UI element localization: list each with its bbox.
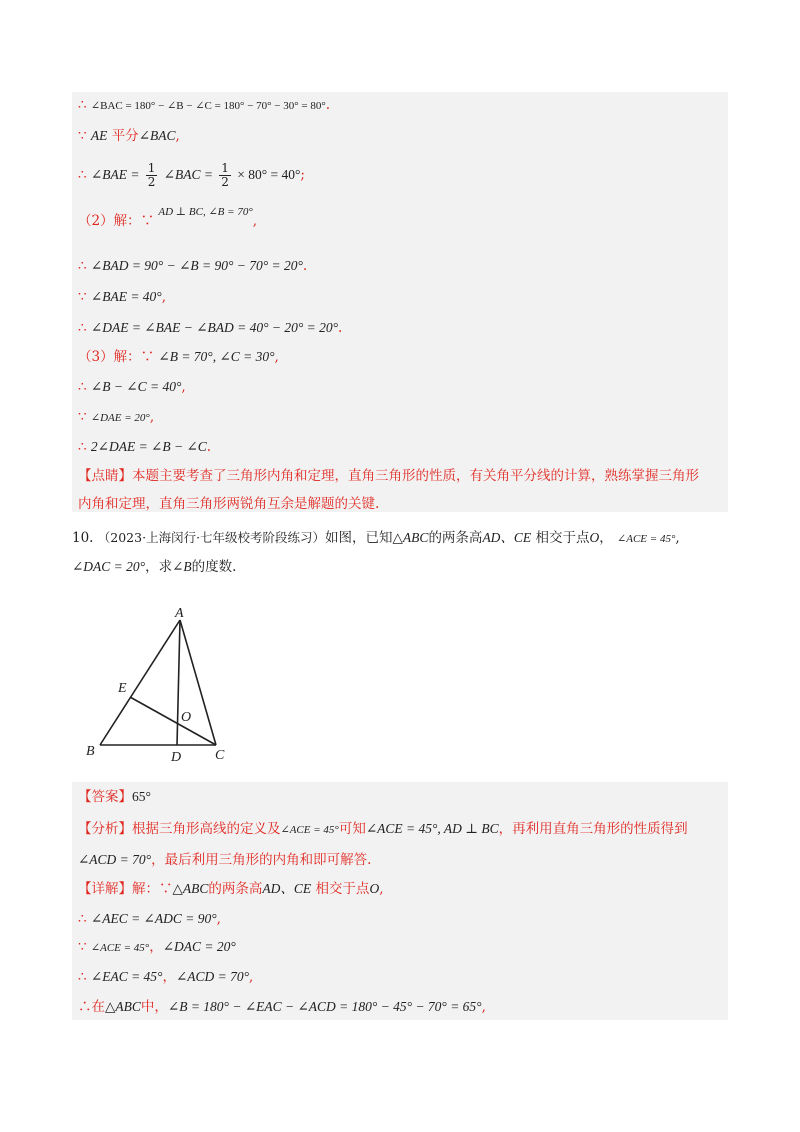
altitude-ce <box>130 697 216 745</box>
label-d: D <box>171 750 182 765</box>
question-10 <box>72 524 732 581</box>
detail-line-4: ∴ ∠EAC = 45°，∠ACD = 70°, <box>78 969 254 985</box>
analysis-paragraph: 【分析】根据三角形高线的定义及∠ACE = 45°可知∠ACE = 45°, AD ⊥ BC，再利用直角三角形的性质得到 ∠ACD = 70°，最后利用三角形的内角和即可解答. <box>78 821 688 868</box>
side-ac <box>180 620 216 745</box>
solution-line-2: ∵ AE 平分∠BAC, <box>78 128 180 144</box>
solution-line-5: ∴ ∠BAD = 90° − ∠B = 90° − 70° = 20°. <box>78 258 308 274</box>
answer-label: 【答案】 <box>78 789 132 805</box>
solution-line-3: ∴ ∠BAE = $\frac{1}{2}$ ∠BAC = $\frac{1}{2}$ × 80° = 40°; <box>78 161 305 189</box>
detail-line-1: 【详解】解：∵△ABC的两条高AD、CE 相交于点O, <box>78 881 384 897</box>
solution-line-1: ∴ ∠BAC = 180° − ∠B − ∠C = 180° − 70° − 30° = 80°. <box>78 97 331 113</box>
label-e: E <box>118 681 127 696</box>
solution-line-4: （2）解：∵ $^{AD \perp BC, \angle B = 70^\circ}$, <box>78 206 258 229</box>
solution-line-6: ∵ ∠BAE = 40°, <box>78 289 166 305</box>
altitude-ad <box>177 620 180 745</box>
solution-panel-bottom <box>72 782 728 1020</box>
triangle-figure <box>78 600 248 770</box>
detail-line-5: ∴在△ABC中，∠B = 180° − ∠EAC − ∠ACD = 180° − 45° − 70° = 65°, <box>78 999 486 1015</box>
solution-panel-top <box>72 92 728 512</box>
detail-line-2: ∴ ∠AEC = ∠ADC = 90°, <box>78 911 221 927</box>
answer-value: 65° <box>132 789 151 804</box>
label-a: A <box>175 606 184 621</box>
detail-line-3: ∵ ∠ACE = 45°，∠DAC = 20° <box>78 939 236 955</box>
label-b: B <box>86 744 95 759</box>
comment-paragraph: 【点睛】本题主要考查了三角形内角和定理，直角三角形的性质，有关角平分线的计算，熟练掌握三角形 内角和定理，直角三角形两锐角互余是解题的关键. <box>78 468 699 512</box>
side-ab <box>100 620 180 745</box>
label-c: C <box>215 748 225 763</box>
analysis-label: 【分析】 <box>78 821 132 837</box>
question-number: 10. <box>72 530 94 546</box>
solution-line-11: ∴ 2∠DAE = ∠B − ∠C. <box>78 439 212 455</box>
detail-label: 【详解】 <box>78 881 132 897</box>
question-source: （2023·上海闵行·七年级校考阶段练习） <box>97 530 326 545</box>
comment-label: 【点睛】 <box>78 468 132 484</box>
question-line-1: 10. （2023·上海闵行·七年级校考阶段练习）如图，已知△ABC的两条高AD、CE 相交于点O， ∠ACE = 45°, <box>72 530 680 546</box>
solution-line-7: ∴ ∠DAE = ∠BAE − ∠BAD = 40° − 20° = 20°. <box>78 320 343 336</box>
solution-line-8: （3）解：∵ ∠B = 70°, ∠C = 30°, <box>78 349 279 365</box>
solution-line-10: ∵ ∠DAE = 20°, <box>78 409 155 425</box>
question-line-2: ∠DAC = 20°，求∠B的度数. <box>72 559 237 575</box>
solution-line-9: ∴ ∠B − ∠C = 40°, <box>78 379 186 395</box>
label-o: O <box>181 710 192 725</box>
fraction-one-half: $\frac{1}{2}$ <box>221 161 229 189</box>
answer-line <box>78 788 151 806</box>
fraction-one-half: $\frac{1}{2}$ <box>147 161 156 189</box>
